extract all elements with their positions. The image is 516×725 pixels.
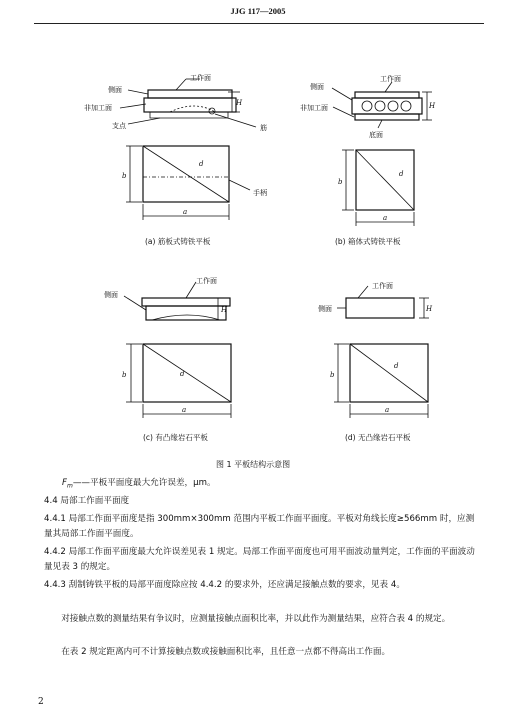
label-bottom: 底面 (369, 131, 383, 139)
paragraph-4-4-2: 4.4.2 局部工作面平面度最大允许误差见表 1 规定。局部工作面平面度也可用平面波动量判定，工作面的平面波动量见表 3 的规定。 (44, 547, 475, 572)
diagram-d-top-view (330, 344, 428, 418)
label-nonwork-a: 非加工面 (84, 104, 112, 112)
diagram-a-top-view (122, 146, 267, 220)
length-label-b: a (383, 214, 388, 222)
label-side-c: 侧面 (104, 291, 118, 299)
diagonal-label-b: d (399, 170, 404, 178)
paragraph-exclusion: 在表 2 规定距离内可不计算接触点数或接触面积比率，且任意一点都不得高出工作面。 (61, 647, 391, 657)
height-label-d: H (426, 305, 433, 313)
fm-definition (62, 476, 496, 494)
diagram-c-side-view (104, 276, 230, 320)
paragraph-4-4-1: 4.4.1 局部工作面平面度是指 300mm×300mm 范围内平板工作面平面度。平板对角线长度≥566mm 时，应测量其局部工作面平面度。 (44, 514, 475, 539)
caption-c: (c) 有凸缘岩石平板 (143, 433, 208, 442)
label-nonwork-b: 非加工面 (300, 104, 328, 112)
height-label-c: H (221, 306, 228, 314)
caption-b: (b) 箱体式铸铁平板 (335, 237, 401, 246)
width-label-a: b (122, 172, 127, 180)
diagonal-label-c: d (180, 370, 185, 378)
label-support: 支点 (112, 122, 126, 130)
width-label-c: b (122, 371, 127, 379)
figure-title: 图 1 平板结构示意图 (216, 460, 291, 469)
label-side-d: 侧面 (318, 305, 332, 313)
fm-symbol: F (62, 478, 67, 488)
diagonal-label-a: d (199, 160, 204, 168)
diagram-b-top-view (338, 150, 414, 226)
paragraph-dispute: 对接触点数的测量结果有争议时，应测量接触点面积比率，并以此作为测量结果，应符合表 4 的规定。 (61, 614, 451, 624)
height-label-b: H (429, 102, 436, 110)
width-label-d: b (330, 371, 335, 379)
fm-definition-text: ——平板平面度最大允许误差，μm。 (72, 478, 216, 488)
height-label-a: H (236, 99, 243, 107)
diagram-d-side-view (318, 281, 433, 318)
label-work-surface-a: 工作面 (190, 74, 211, 82)
diagonal-label-d: d (394, 362, 399, 370)
diagram-a-side-view (84, 73, 267, 132)
label-rib: 筋 (260, 124, 267, 132)
length-label-a: a (183, 208, 188, 216)
diagram-b-side-view (300, 74, 436, 139)
width-label-b: b (338, 178, 343, 186)
diagram-c-top-view (122, 344, 231, 418)
paragraph-4-4-3: 4.4.3 刮制铸铁平板的局部平面度除应按 4.4.2 的要求外，还应满足接触点数的要求，见表 4。 (44, 580, 405, 590)
label-work-surface-c: 工作面 (196, 277, 217, 285)
caption-d: (d) 无凸缘岩石平板 (345, 433, 411, 442)
page-number: 2 (38, 697, 44, 707)
caption-a: (a) 筋板式铸铁平板 (145, 237, 211, 246)
page-header: JJG 117—2005 (230, 6, 286, 16)
fm-subscript: m (66, 482, 73, 490)
section-heading-4-4: 4.4 局部工作面平面度 (44, 496, 130, 506)
label-side-b: 侧面 (310, 83, 324, 91)
length-label-c: a (182, 406, 187, 414)
label-handle: 手柄 (253, 189, 267, 197)
length-label-d: a (385, 406, 390, 414)
label-side-a: 侧面 (108, 86, 122, 94)
label-work-surface-b: 工作面 (380, 75, 401, 83)
label-work-surface-d: 工作面 (372, 282, 393, 290)
